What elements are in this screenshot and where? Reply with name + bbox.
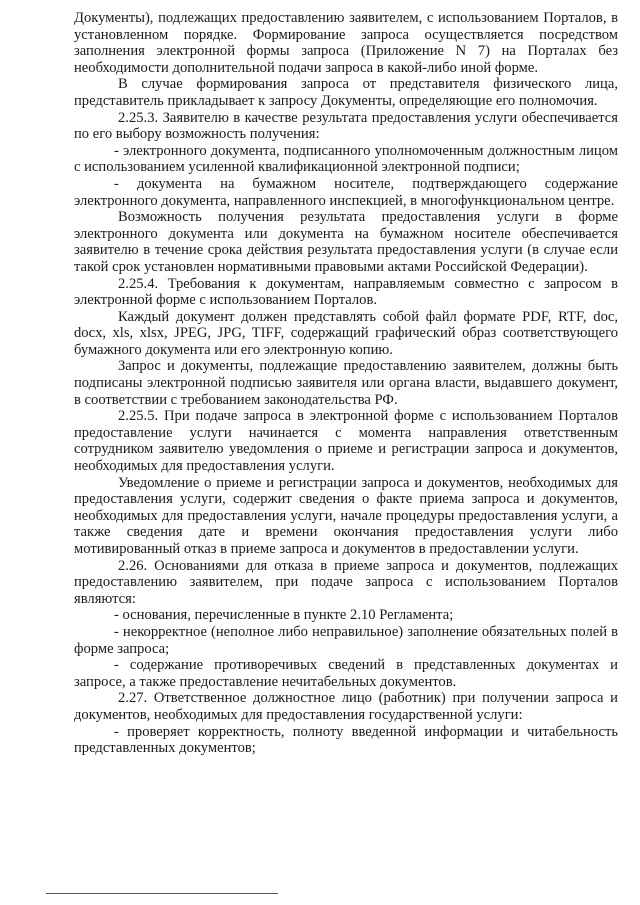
list-item-grounds-2-10: - основания, перечисленные в пункте 2.10 Регламента; [114,607,454,624]
paragraph-2-25-3: 2.25.3. Заявителю в качестве результата предоставления услуги обеспечивается по его выбору возможность получения: [74,109,618,143]
paragraph-portal-request: Документы), подлежащих предоставлению заявителем, с использованием Порталов, в установленном порядке. Формирование запроса осуществляется посредством заполнения электронной формы запроса (Приложение N 7) на Порталах без необходимости дополнительной подачи запроса в какой-либо иной форме. [74,10,618,76]
footnote-separator-line [46,893,278,894]
paragraph-signature: Запрос и документы, подлежащие предоставлению заявителем, должны быть подписаны электронной подписью заявителя или органа власти, выдавшего документ, в соответствии с требованием законодательства РФ. [74,358,618,408]
list-item-electronic-document: - электронного документа, подписанного уполномоченным должностным лицом с использованием усиленной квалификационной электронной подписи; [74,142,618,176]
list-item-incorrect-fields: - некорректное (неполное либо неправильное) заполнение обязательных полей в форме запроса; [74,623,618,657]
paragraph-result-availability: Возможность получения результата предоставления услуги в форме электронного документа или документа на бумажном носителе обеспечивается заявителю в течение срока действия результата предоставления услуги (в случае если такой срок установлен нормативными правовыми актами Российской Федерации). [74,209,618,275]
paragraph-representative: В случае формирования запроса от представителя физического лица, представитель прикладывает к запросу Документы, определяющие его полномочия. [74,76,618,109]
list-item-paper-document: - документа на бумажном носителе, подтверждающего содержание электронного документа, направленного инспекцией, в многофункциональном центре. [74,175,618,209]
list-item-check-correctness: - проверяет корректность, полноту введенной информации и читабельность представленных документов; [74,723,618,757]
paragraph-file-formats: Каждый документ должен представлять собой файл формате PDF, RTF, doc, docx, xls, xlsx, JPEG, JPG, TIFF, содержащий графический образ соответствующего бумажного документа или его электронную копию. [74,308,618,358]
paragraph-2-25-5: 2.25.5. При подаче запроса в электронной форме с использованием Порталов предоставление услуги начинается с момента направления ответственным сотрудником заявителю уведомления о приеме и регистрации запроса и документов, необходимых для предоставления услуги. [74,408,618,475]
paragraph-2-27: 2.27. Ответственное должностное лицо (работник) при получении запроса и документов, необходимых для предоставления государственной услуги: [74,690,618,723]
paragraph-notification: Уведомление о приеме и регистрации запроса и документов, необходимых для предоставления услуги, содержит сведения о факте приема запроса и документов, необходимых для предоставления услуги, начале процедуры предоставления услуги, а также сведения дате и времени окончания предоставления услуги либо мотивированный отказ в приеме запроса и документов в предоставлении услуги. [74,474,618,557]
paragraph-2-26: 2.26. Основаниями для отказа в приеме запроса и документов, подлежащих предоставлению заявителем, при подаче запроса с использованием Порталов являются: [74,557,618,607]
document-page [74,10,618,757]
paragraph-2-25-4: 2.25.4. Требования к документам, направляемым совместно с запросом в электронной форме с использованием Порталов. [74,275,618,309]
list-item-contradictory-info: - содержание противоречивых сведений в представленных документах и запросе, а также предоставление нечитабельных документов. [74,657,618,690]
